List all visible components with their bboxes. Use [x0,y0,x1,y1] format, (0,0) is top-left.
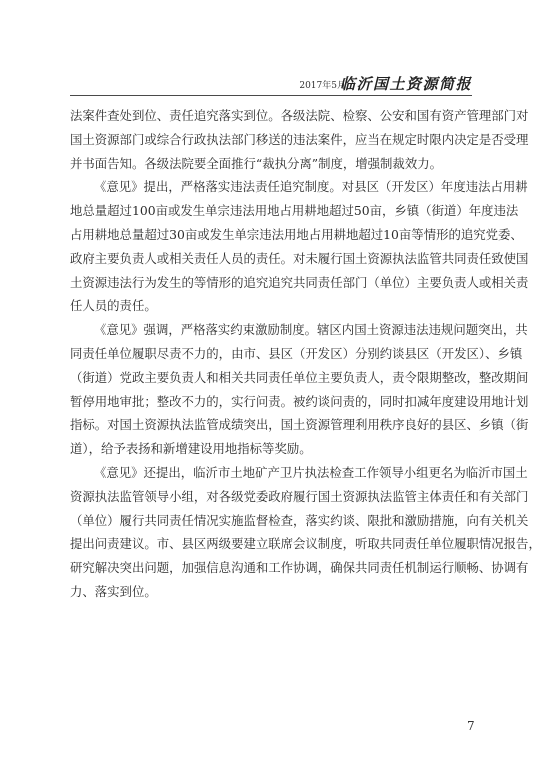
text-line: 研究解决突出问题，加强信息沟通和工作协调，确保共同责任机制运行顺畅、协调有 [70,560,529,576]
text-line: 任人员的责任。 [70,298,157,314]
text-line: 《意见》强调，严格落实约束激励制度。辖区内国土资源违法违规问题突出，共 [94,322,528,338]
text-line: 土资源违法行为发生的等情形的追究追究共同责任部门（单位）主要负责人或相关责 [70,274,529,290]
paragraph [70,318,529,461]
text-line: （街道）党政主要负责人和相关共同责任单位主要负责人，责令限期整改，整改期间 [70,369,529,385]
paragraph [70,104,529,175]
paragraph [70,461,541,604]
text-line: 提出问责建议。市、县区两级要建立联席会议制度，听取共同责任单位履职情况报告， [70,536,541,552]
text-line: 力、落实到位。 [70,583,157,599]
text-line: 暂停用地审批；整改不力的，实行问责。被约谈问责的，同时扣减年度建设用地计划 [70,393,529,409]
text-line: 法案件查处到位、责任追究落实到位。各级法院、检察、公安和国有资产管理部门对 [70,108,529,123]
text-line: 政府主要负责人或相关责任人员的责任。对未履行国土资源执法监管共同责任致使国 [70,250,529,266]
text-line: 资源执法监管领导小组，对各级党委政府履行国土资源执法监管主体责任和有关部门 [70,488,529,504]
article-body [70,104,541,604]
issue-date: 2017年5月 [299,81,346,91]
text-line: 指标。对国土资源执法监管成绩突出，国土资源管理利用秩序良好的县区、乡镇（街 [70,417,529,433]
text-line: 地总量超过100亩或发生单宗违法用地占用耕地超过50亩，乡镇（街道）年度违法 [70,203,519,219]
text-line: 占用耕地总量超过30亩或发生单宗违法用地占用耕地超过10亩等情形的追究党委、 [70,226,523,242]
page-header [70,72,472,94]
paragraph [70,175,529,318]
publication-title: 临沂国土资源简报 [339,75,472,93]
text-line: 道），给予表扬和新增建设用地指标等奖励。 [70,441,312,457]
text-line: 《意见》还提出，临沂市土地矿产卫片执法检查工作领导小组更名为临沂市国土 [94,464,528,480]
header-rule [70,95,472,96]
text-line: 同责任单位履职尽责不力的，由市、县区（开发区）分别约谈县区（开发区）、乡镇 [70,345,523,361]
text-line: （单位）履行共同责任情况实施监督检查，落实约谈、限批和激励措施，向有关机关 [70,512,529,528]
text-line: 国土资源部门或综合行政执法部门移送的违法案件，应当在规定时限内决定是否受理 [70,131,529,147]
text-line: 《意见》提出，严格落实违法责任追究制度。对县区（开发区）年度违法占用耕 [94,179,528,195]
page-number: 7 [467,719,475,733]
text-line: 并书面告知。各级法院要全面推行“裁执分离”制度，增强制裁效力。 [70,155,442,171]
